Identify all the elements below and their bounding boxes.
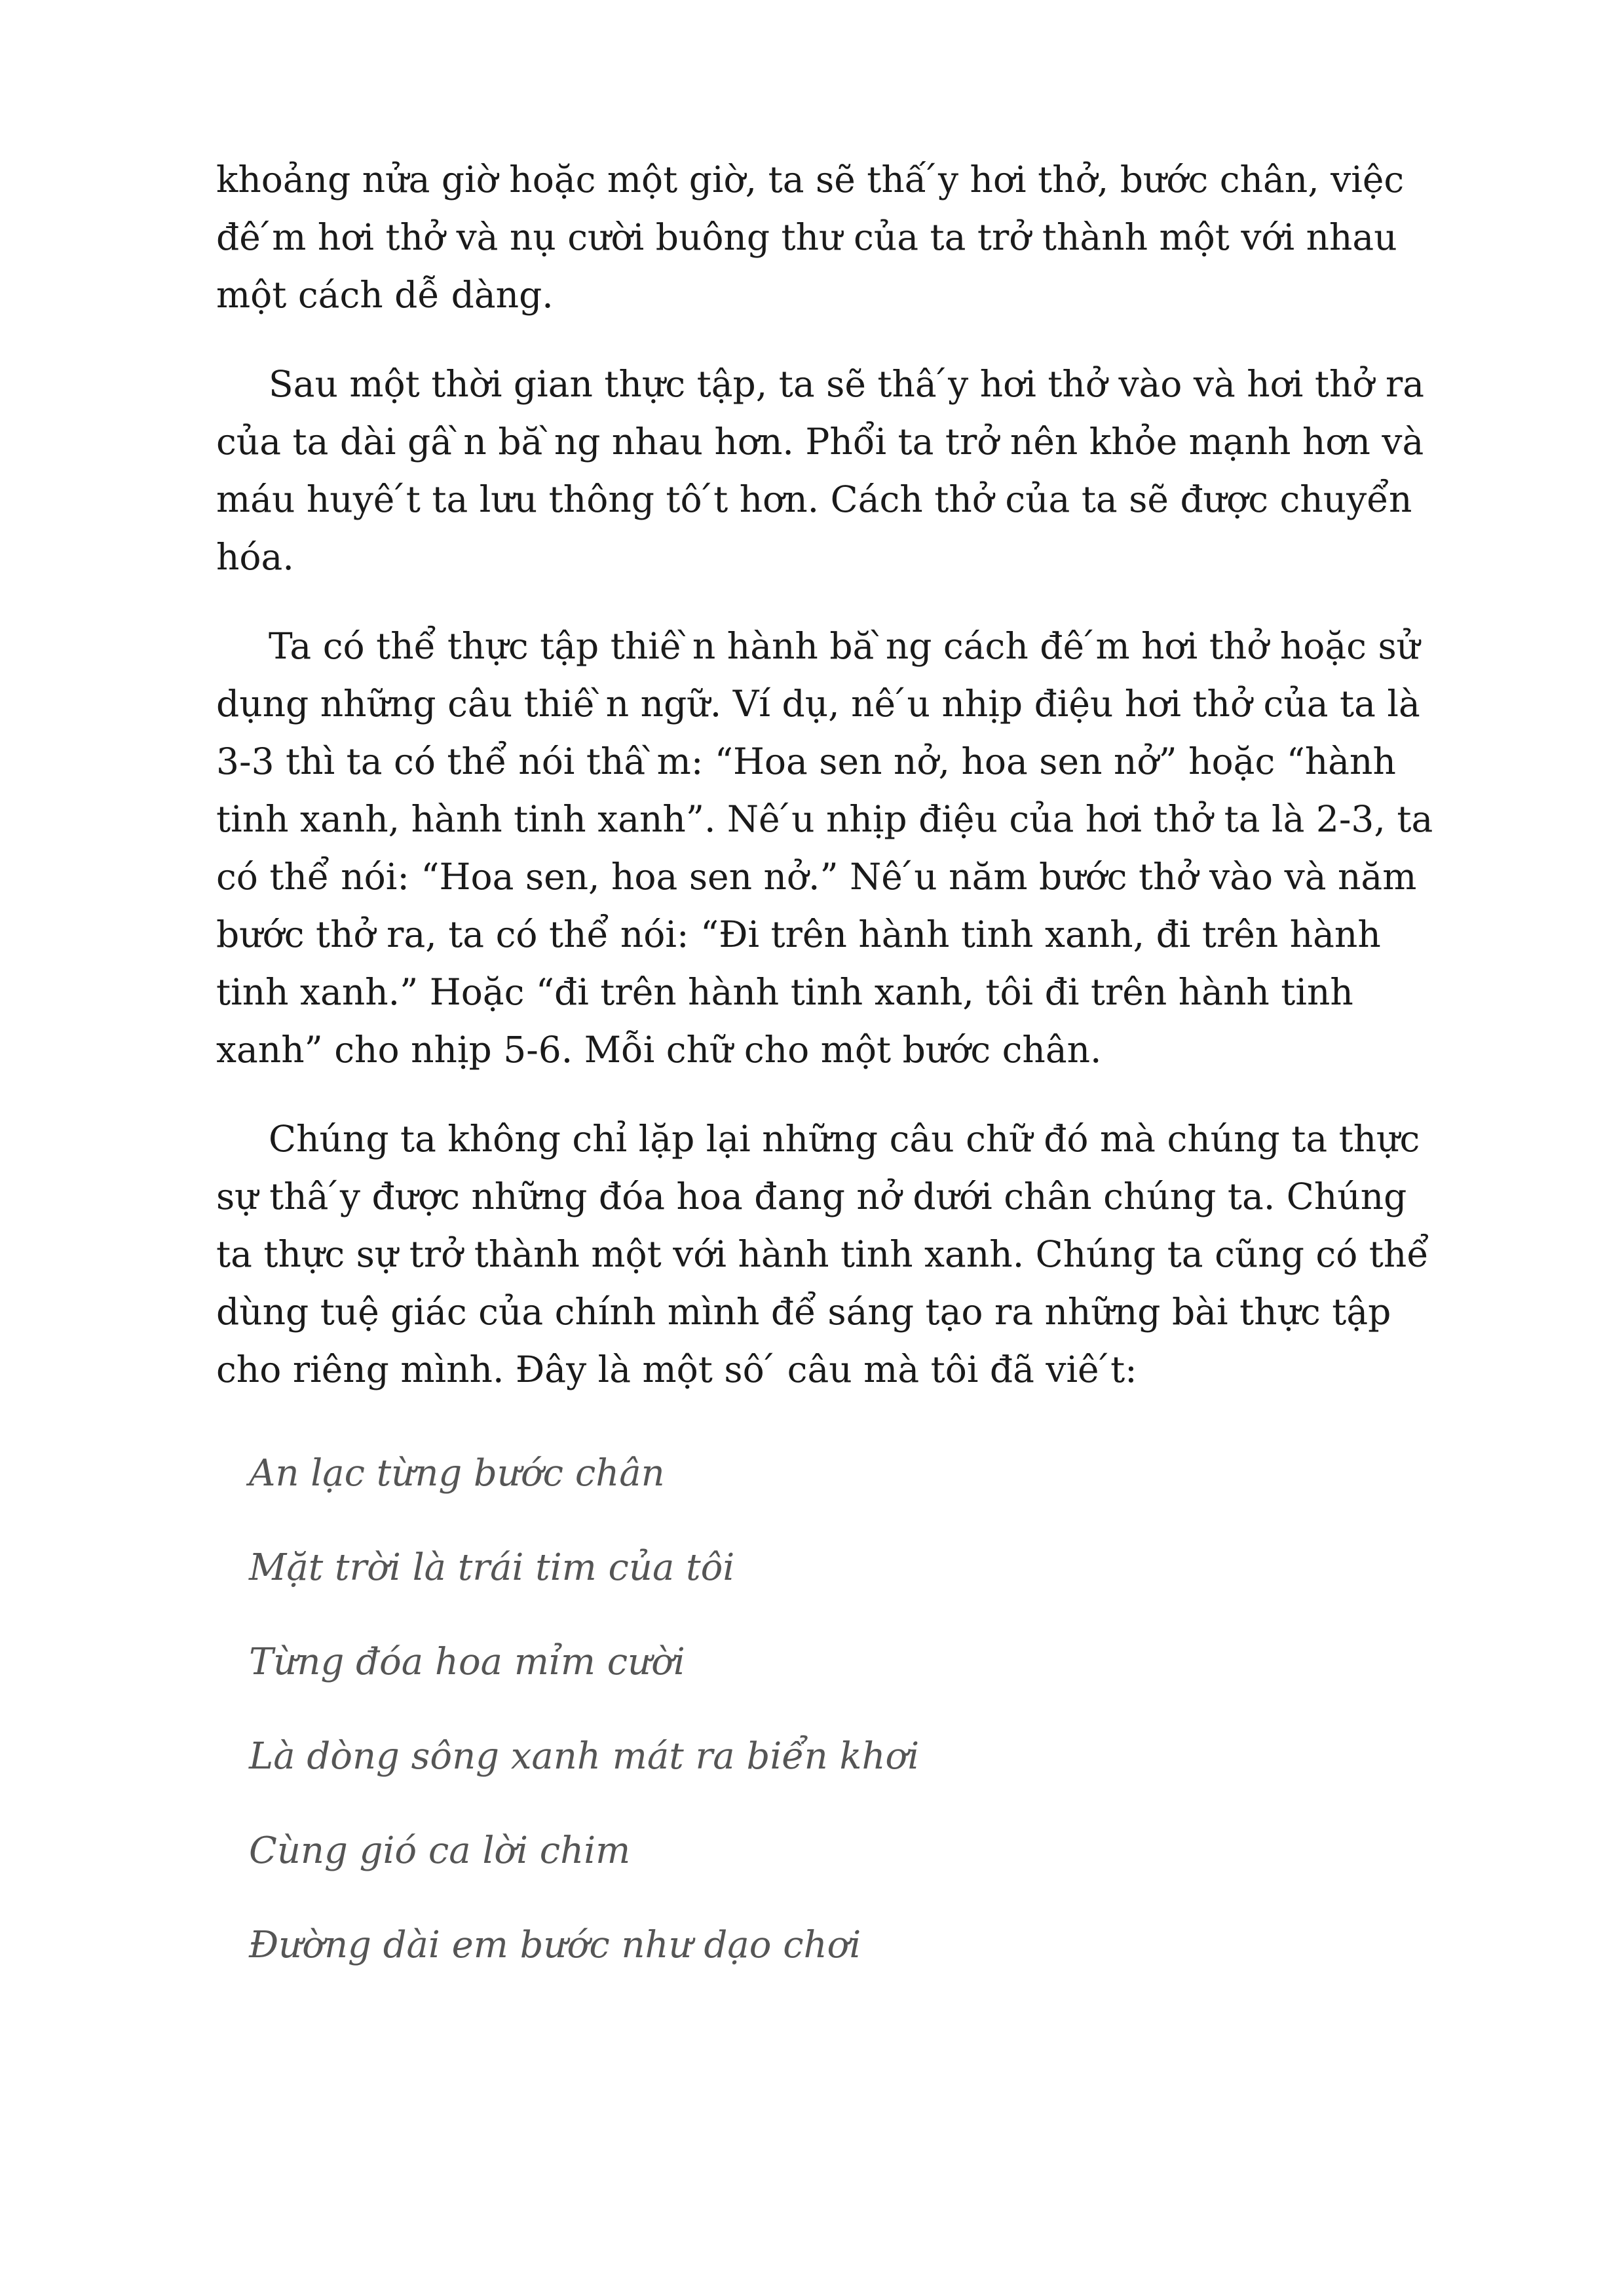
poem-line: Từng đóa hoa mỉm cười bbox=[249, 1641, 685, 1683]
poem-line: Đường dài em bước như dạo chơi bbox=[249, 1924, 861, 1966]
paragraph-walking-meditation: Ta có thể thực tập thiê ̀n hành bă ̀ng cách đê ́m hơi thở hoặc sử dụng những câu thiê ̀n ngữ. Ví dụ, nê ́u nhịp điệu hơi thở của ta là 3-3 thì ta có thể nói thâ ̀m: “Hoa sen nở, hoa sen nở” hoặc “hành tinh xanh, hành tinh xanh”. Nê ́u nhịp điệu của hơi thở ta là 2-3, ta có thể nói: “Hoa sen, hoa sen nở.” Nê ́u năm bước thở vào và năm bước thở ra, ta có thể nói: “Đi trên hành tinh xanh, đi trên hành tinh xanh.” Hoặc “đi trên hành tinh xanh, tôi đi trên hành tinh xanh” cho nhịp 5-6. Mỗi chữ cho một bước chân. bbox=[216, 625, 1445, 1071]
body-text bbox=[216, 151, 1445, 2010]
paragraph-continuation: khoảng nửa giờ hoặc một giờ, ta sẽ thấ ́y hơi thở, bước chân, việc đê ́m hơi thở và nụ cười buông thư của ta trở thành một với nhau một cách dễ dàng. bbox=[216, 159, 1416, 316]
poem bbox=[216, 1444, 1435, 1975]
paragraph-breathing-change: Sau một thời gian thực tập, ta sẽ thâ ́y hơi thở vào và hơi thở ra của ta dài gâ ̀n bă ̀ng nhau hơn. Phổi ta trở nên khỏe mạnh hơn và máu huyê ́t ta lưu thông tô ́t hơn. Cách thở của ta sẽ được chuyển hóa. bbox=[216, 363, 1436, 578]
poem-line: Mặt trời là trái tim của tôi bbox=[249, 1546, 735, 1589]
poem-line: Là dòng sông xanh mát ra biển khơi bbox=[249, 1735, 920, 1778]
poem-line: An lạc từng bước chân bbox=[249, 1452, 665, 1495]
poem-line: Cùng gió ca lời chim bbox=[249, 1829, 631, 1872]
paragraph-blue-planet: Chúng ta không chỉ lặp lại những câu chữ đó mà chúng ta thực sự thâ ́y được những đóa hoa đang nở dưới chân chúng ta. Chúng ta thực sự trở thành một với hành tinh xanh. Chúng ta cũng có thể dùng tuệ giác của chính mình để sáng tạo ra những bài thực tập cho riêng mình. Đây là một sô ́ câu mà tôi đã viê ́t: bbox=[216, 1118, 1441, 1390]
